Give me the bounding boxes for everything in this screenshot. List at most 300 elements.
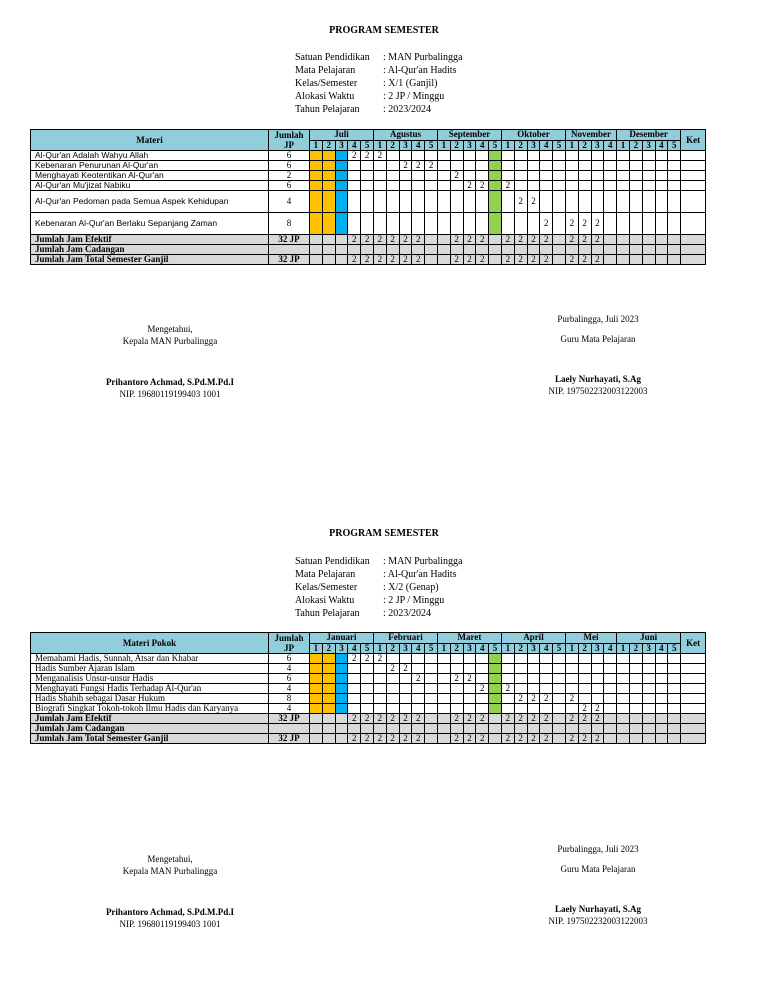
week-cell bbox=[489, 191, 502, 213]
week-cell: 2 bbox=[425, 161, 438, 171]
week-cell: 2 bbox=[348, 734, 361, 744]
week-header: 5 bbox=[668, 643, 681, 654]
week-cell bbox=[668, 714, 681, 724]
week-header: 5 bbox=[361, 140, 374, 151]
table-row bbox=[31, 674, 706, 684]
week-cell bbox=[565, 151, 578, 161]
ket-cell bbox=[681, 694, 706, 704]
info-row: Alokasi Waktu : 2 JP / Minggu bbox=[295, 595, 445, 606]
signature-right: Purbalingga, Juli 2023 Guru Mata Pelajaran Laely Nurhayati, S.Ag NIP. 197502232003122003 bbox=[548, 844, 648, 926]
week-cell bbox=[591, 161, 604, 171]
materi-cell: Kebenaran Al-Qur'an Berlaku Sepanjang Zaman bbox=[31, 213, 269, 235]
jp-header: Jumlah JP bbox=[269, 633, 310, 654]
week-cell bbox=[437, 714, 450, 724]
summary-row bbox=[31, 235, 706, 245]
week-cell bbox=[501, 694, 514, 704]
week-header: 3 bbox=[463, 140, 476, 151]
week-cell bbox=[642, 674, 655, 684]
week-cell bbox=[514, 161, 527, 171]
week-cell bbox=[540, 171, 553, 181]
week-cell bbox=[578, 724, 591, 734]
week-cell bbox=[425, 734, 438, 744]
week-cell bbox=[425, 704, 438, 714]
week-cell bbox=[514, 245, 527, 255]
week-cell bbox=[604, 255, 617, 265]
week-cell bbox=[565, 181, 578, 191]
week-cell bbox=[412, 724, 425, 734]
jp-cell: 6 bbox=[269, 151, 310, 161]
week-cell: 2 bbox=[399, 161, 412, 171]
week-cell: 2 bbox=[450, 734, 463, 744]
week-header: 5 bbox=[489, 643, 502, 654]
week-cell bbox=[655, 151, 668, 161]
week-cell bbox=[514, 151, 527, 161]
table-row bbox=[31, 191, 706, 213]
week-cell bbox=[642, 255, 655, 265]
week-cell: 2 bbox=[540, 255, 553, 265]
week-cell bbox=[335, 255, 348, 265]
week-cell bbox=[412, 245, 425, 255]
week-cell bbox=[604, 245, 617, 255]
week-cell bbox=[642, 161, 655, 171]
week-cell bbox=[437, 181, 450, 191]
ket-header: Ket bbox=[681, 633, 706, 654]
week-header: 1 bbox=[310, 140, 323, 151]
week-cell bbox=[540, 161, 553, 171]
info-row: Tahun Pelajaran : 2023/2024 bbox=[295, 608, 432, 619]
week-cell bbox=[527, 171, 540, 181]
week-cell: 2 bbox=[591, 213, 604, 235]
week-cell bbox=[668, 255, 681, 265]
week-cell bbox=[348, 191, 361, 213]
week-cell: 2 bbox=[591, 235, 604, 245]
week-cell bbox=[540, 191, 553, 213]
week-header: 3 bbox=[591, 643, 604, 654]
month-header: Januari bbox=[310, 633, 374, 644]
info-block bbox=[295, 555, 462, 620]
week-cell bbox=[425, 181, 438, 191]
week-cell bbox=[348, 245, 361, 255]
week-cell bbox=[565, 245, 578, 255]
week-cell bbox=[604, 151, 617, 161]
week-cell: 2 bbox=[361, 235, 374, 245]
week-cell bbox=[565, 161, 578, 171]
week-cell bbox=[373, 191, 386, 213]
week-cell bbox=[514, 654, 527, 664]
week-cell bbox=[476, 191, 489, 213]
week-cell bbox=[412, 191, 425, 213]
week-cell bbox=[553, 151, 566, 161]
week-header: 4 bbox=[540, 140, 553, 151]
week-cell bbox=[386, 181, 399, 191]
week-cell bbox=[322, 245, 335, 255]
week-cell bbox=[565, 654, 578, 664]
week-cell bbox=[322, 654, 335, 664]
week-cell bbox=[463, 694, 476, 704]
week-cell bbox=[604, 714, 617, 724]
week-cell: 2 bbox=[514, 714, 527, 724]
week-cell bbox=[501, 674, 514, 684]
week-cell bbox=[348, 704, 361, 714]
week-cell bbox=[425, 654, 438, 664]
week-cell bbox=[373, 724, 386, 734]
week-cell bbox=[463, 171, 476, 181]
week-cell: 2 bbox=[591, 734, 604, 744]
materi-cell: Menghayati Fungsi Hadis Terhadap Al-Qur'an bbox=[31, 684, 269, 694]
week-cell bbox=[501, 213, 514, 235]
materi-cell: Biografi Singkat Tokoh-tokoh Ilmu Hadis dan Karyanya bbox=[31, 704, 269, 714]
week-cell bbox=[553, 161, 566, 171]
week-cell bbox=[578, 694, 591, 704]
week-cell bbox=[642, 213, 655, 235]
week-header: 3 bbox=[527, 643, 540, 654]
week-cell bbox=[655, 704, 668, 714]
week-cell bbox=[437, 684, 450, 694]
week-cell bbox=[463, 191, 476, 213]
week-cell bbox=[399, 181, 412, 191]
week-header: 3 bbox=[642, 140, 655, 151]
week-cell bbox=[655, 714, 668, 724]
week-cell bbox=[412, 151, 425, 161]
week-cell bbox=[591, 694, 604, 704]
week-cell bbox=[425, 714, 438, 724]
week-cell: 2 bbox=[373, 734, 386, 744]
week-cell: 2 bbox=[386, 664, 399, 674]
week-cell bbox=[425, 255, 438, 265]
info-row: Alokasi Waktu : 2 JP / Minggu bbox=[295, 91, 445, 102]
week-cell bbox=[399, 684, 412, 694]
week-cell bbox=[527, 654, 540, 664]
week-cell bbox=[348, 213, 361, 235]
signature-left: Mengetahui, Kepala MAN Purbalingga Prihantoro Achmad, S.Pd.M.Pd.I NIP. 19680119199403 1001 bbox=[105, 854, 235, 929]
materi-header: Materi bbox=[31, 130, 269, 151]
week-cell bbox=[450, 181, 463, 191]
week-cell bbox=[642, 724, 655, 734]
week-cell bbox=[514, 704, 527, 714]
week-cell bbox=[668, 674, 681, 684]
week-header: 5 bbox=[425, 643, 438, 654]
week-cell bbox=[617, 151, 630, 161]
jp-cell bbox=[269, 724, 310, 734]
week-cell bbox=[437, 704, 450, 714]
week-cell bbox=[668, 213, 681, 235]
week-cell bbox=[553, 191, 566, 213]
month-header: Juli bbox=[310, 130, 374, 141]
week-cell bbox=[335, 664, 348, 674]
jp-cell: 4 bbox=[269, 191, 310, 213]
week-header: 4 bbox=[655, 140, 668, 151]
week-header: 3 bbox=[527, 140, 540, 151]
week-cell bbox=[322, 694, 335, 704]
week-cell bbox=[604, 161, 617, 171]
week-cell bbox=[553, 694, 566, 704]
ket-cell bbox=[681, 704, 706, 714]
week-cell bbox=[310, 734, 323, 744]
week-cell bbox=[668, 161, 681, 171]
week-cell bbox=[361, 694, 374, 704]
week-cell bbox=[642, 664, 655, 674]
week-cell: 2 bbox=[373, 151, 386, 161]
week-cell: 2 bbox=[373, 714, 386, 724]
table-row bbox=[31, 654, 706, 664]
week-cell bbox=[386, 684, 399, 694]
week-cell bbox=[604, 724, 617, 734]
week-cell bbox=[655, 674, 668, 684]
week-cell bbox=[476, 664, 489, 674]
week-cell bbox=[553, 255, 566, 265]
week-cell: 2 bbox=[386, 714, 399, 724]
week-cell bbox=[437, 734, 450, 744]
week-header: 5 bbox=[489, 140, 502, 151]
week-cell bbox=[437, 664, 450, 674]
week-cell bbox=[399, 694, 412, 704]
week-cell bbox=[476, 151, 489, 161]
week-cell: 2 bbox=[450, 171, 463, 181]
week-cell bbox=[642, 181, 655, 191]
week-cell bbox=[361, 161, 374, 171]
week-cell bbox=[425, 213, 438, 235]
week-cell bbox=[642, 171, 655, 181]
week-cell: 2 bbox=[399, 664, 412, 674]
week-cell bbox=[476, 171, 489, 181]
week-cell bbox=[412, 664, 425, 674]
week-cell bbox=[322, 161, 335, 171]
week-cell bbox=[655, 684, 668, 694]
week-header: 5 bbox=[553, 140, 566, 151]
week-cell bbox=[386, 724, 399, 734]
week-cell bbox=[604, 213, 617, 235]
week-cell bbox=[617, 724, 630, 734]
week-cell bbox=[310, 245, 323, 255]
summary-row bbox=[31, 724, 706, 734]
week-cell: 2 bbox=[591, 255, 604, 265]
week-cell bbox=[527, 181, 540, 191]
week-header: 3 bbox=[335, 140, 348, 151]
week-cell bbox=[489, 734, 502, 744]
week-cell bbox=[553, 674, 566, 684]
week-cell: 2 bbox=[386, 255, 399, 265]
week-cell bbox=[565, 171, 578, 181]
week-cell: 2 bbox=[361, 654, 374, 664]
week-cell bbox=[578, 245, 591, 255]
week-cell: 2 bbox=[463, 255, 476, 265]
week-cell bbox=[361, 724, 374, 734]
week-cell bbox=[553, 654, 566, 664]
week-header: 1 bbox=[373, 140, 386, 151]
week-header: 1 bbox=[373, 643, 386, 654]
week-cell bbox=[617, 734, 630, 744]
week-cell bbox=[501, 171, 514, 181]
week-cell: 2 bbox=[476, 684, 489, 694]
week-cell bbox=[642, 714, 655, 724]
week-cell bbox=[386, 191, 399, 213]
week-cell bbox=[629, 684, 642, 694]
table-row bbox=[31, 161, 706, 171]
week-cell bbox=[642, 235, 655, 245]
week-cell bbox=[489, 255, 502, 265]
week-cell bbox=[642, 151, 655, 161]
week-header: 5 bbox=[425, 140, 438, 151]
week-header: 1 bbox=[617, 643, 630, 654]
materi-header: Materi Pokok bbox=[31, 633, 269, 654]
week-cell bbox=[310, 191, 323, 213]
jp-cell: 4 bbox=[269, 684, 310, 694]
week-cell: 2 bbox=[348, 235, 361, 245]
week-cell bbox=[514, 684, 527, 694]
week-cell bbox=[604, 235, 617, 245]
week-cell bbox=[361, 171, 374, 181]
week-header: 1 bbox=[437, 140, 450, 151]
week-cell bbox=[412, 171, 425, 181]
week-cell: 2 bbox=[540, 714, 553, 724]
week-cell bbox=[425, 664, 438, 674]
week-cell bbox=[437, 161, 450, 171]
week-cell bbox=[310, 694, 323, 704]
week-cell bbox=[310, 213, 323, 235]
week-cell bbox=[629, 714, 642, 724]
week-cell bbox=[604, 191, 617, 213]
week-cell bbox=[617, 714, 630, 724]
ket-cell bbox=[681, 734, 706, 744]
week-cell bbox=[629, 724, 642, 734]
week-cell bbox=[386, 704, 399, 714]
week-cell bbox=[604, 734, 617, 744]
week-cell bbox=[578, 664, 591, 674]
week-header: 3 bbox=[399, 643, 412, 654]
week-cell bbox=[437, 694, 450, 704]
week-cell: 2 bbox=[399, 734, 412, 744]
week-cell bbox=[361, 191, 374, 213]
week-cell bbox=[668, 734, 681, 744]
week-cell bbox=[617, 171, 630, 181]
week-cell: 2 bbox=[565, 235, 578, 245]
ket-cell bbox=[681, 171, 706, 181]
week-cell: 2 bbox=[348, 151, 361, 161]
summary-row bbox=[31, 734, 706, 744]
week-cell bbox=[501, 151, 514, 161]
week-cell bbox=[578, 654, 591, 664]
week-cell bbox=[655, 694, 668, 704]
week-cell: 2 bbox=[399, 255, 412, 265]
table-row bbox=[31, 181, 706, 191]
week-cell bbox=[655, 213, 668, 235]
week-cell bbox=[476, 694, 489, 704]
week-cell bbox=[322, 191, 335, 213]
week-cell bbox=[463, 151, 476, 161]
materi-cell: Memahami Hadis, Sunnah, Atsar dan Khabar bbox=[31, 654, 269, 664]
week-cell bbox=[553, 181, 566, 191]
week-cell: 2 bbox=[412, 255, 425, 265]
week-cell: 2 bbox=[399, 714, 412, 724]
week-cell bbox=[437, 213, 450, 235]
jp-cell: 4 bbox=[269, 704, 310, 714]
week-cell: 2 bbox=[373, 235, 386, 245]
week-cell bbox=[501, 704, 514, 714]
week-cell bbox=[476, 674, 489, 684]
week-cell bbox=[310, 704, 323, 714]
week-cell bbox=[489, 664, 502, 674]
summary-label: Jumlah Jam Total Semester Ganjil bbox=[31, 255, 269, 265]
week-cell: 2 bbox=[501, 181, 514, 191]
week-cell bbox=[450, 213, 463, 235]
week-cell bbox=[348, 171, 361, 181]
week-cell bbox=[322, 704, 335, 714]
week-cell bbox=[540, 684, 553, 694]
week-cell bbox=[501, 161, 514, 171]
month-header: Maret bbox=[437, 633, 501, 644]
week-cell bbox=[412, 213, 425, 235]
week-cell bbox=[425, 694, 438, 704]
week-header: 2 bbox=[578, 643, 591, 654]
info-row: Mata Pelajaran : Al-Qur'an Hadits bbox=[295, 569, 457, 580]
week-cell bbox=[450, 654, 463, 664]
week-cell bbox=[386, 171, 399, 181]
week-cell bbox=[591, 181, 604, 191]
week-header: 5 bbox=[361, 643, 374, 654]
week-cell bbox=[463, 213, 476, 235]
week-cell bbox=[629, 674, 642, 684]
week-cell bbox=[629, 171, 642, 181]
week-cell: 2 bbox=[373, 255, 386, 265]
summary-row bbox=[31, 714, 706, 724]
week-cell: 2 bbox=[540, 694, 553, 704]
materi-cell: Hadis Sumber Ajaran Islam bbox=[31, 664, 269, 674]
summary-label: Jumlah Jam Efektif bbox=[31, 235, 269, 245]
week-cell bbox=[489, 674, 502, 684]
week-cell bbox=[412, 694, 425, 704]
table-row bbox=[31, 213, 706, 235]
week-header: 4 bbox=[604, 643, 617, 654]
week-cell: 2 bbox=[501, 714, 514, 724]
week-cell bbox=[437, 151, 450, 161]
week-cell bbox=[617, 694, 630, 704]
week-cell: 2 bbox=[412, 161, 425, 171]
week-cell bbox=[604, 684, 617, 694]
week-cell bbox=[476, 161, 489, 171]
week-cell bbox=[629, 245, 642, 255]
week-cell bbox=[514, 181, 527, 191]
week-cell bbox=[642, 734, 655, 744]
week-cell bbox=[553, 171, 566, 181]
week-cell: 2 bbox=[565, 734, 578, 744]
summary-label: Jumlah Jam Total Semester Ganjil bbox=[31, 734, 269, 744]
week-cell: 2 bbox=[463, 714, 476, 724]
week-cell: 2 bbox=[514, 694, 527, 704]
week-header: 4 bbox=[604, 140, 617, 151]
ket-cell bbox=[681, 255, 706, 265]
week-cell: 2 bbox=[476, 714, 489, 724]
week-cell bbox=[335, 674, 348, 684]
week-cell bbox=[463, 245, 476, 255]
week-cell bbox=[604, 704, 617, 714]
week-cell: 2 bbox=[361, 255, 374, 265]
jp-cell: 6 bbox=[269, 654, 310, 664]
week-cell: 2 bbox=[476, 734, 489, 744]
week-cell bbox=[386, 694, 399, 704]
ket-cell bbox=[681, 664, 706, 674]
week-cell: 2 bbox=[476, 181, 489, 191]
week-cell bbox=[348, 684, 361, 694]
ket-cell bbox=[681, 245, 706, 255]
week-header: 1 bbox=[437, 643, 450, 654]
ket-header: Ket bbox=[681, 130, 706, 151]
week-cell bbox=[565, 674, 578, 684]
info-row: Satuan Pendidikan : MAN Purbalingga bbox=[295, 556, 463, 567]
jp-cell: 4 bbox=[269, 664, 310, 674]
week-cell bbox=[629, 161, 642, 171]
week-cell bbox=[489, 654, 502, 664]
week-cell bbox=[617, 674, 630, 684]
